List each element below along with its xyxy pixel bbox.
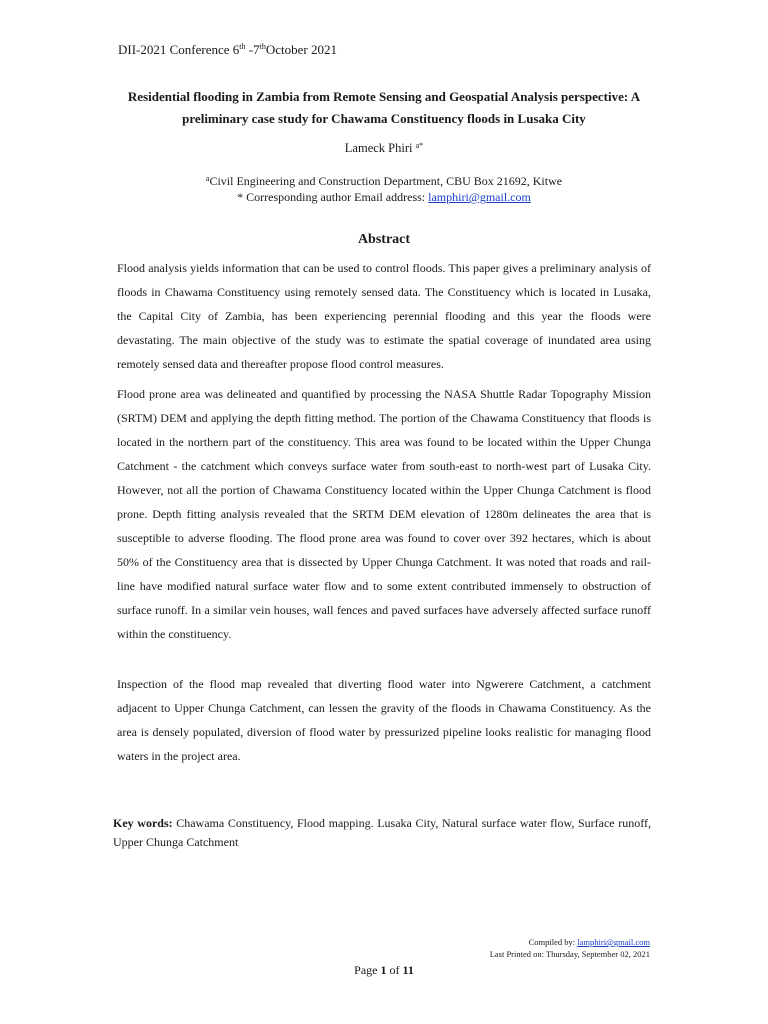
ordinal-sup-2: th xyxy=(259,42,266,51)
affiliation-text: Civil Engineering and Construction Department, CBU Box 21692, Kitwe xyxy=(209,174,563,188)
compiled-by-line xyxy=(490,936,650,948)
keywords-block xyxy=(113,814,651,852)
corresponding-line xyxy=(0,189,768,205)
page-of: of xyxy=(386,963,403,977)
affiliation-line xyxy=(0,171,768,189)
ordinal-sup-1: th xyxy=(239,42,246,51)
last-printed-line xyxy=(490,948,650,960)
abstract-paragraph-2: Flood prone area was delineated and quantified by processing the NASA Shuttle Radar Topography Mission (SRTM) DEM and applying the depth fitting method. The portion of the Chawama Constituency that floods is located in the northern part of the constituency. This area was found to be located within the Upper Chunga Catchment - the catchment which conveys surface water from south-east to north-west part of Lusaka City. However, not all the portion of Chawama Constituency located within the Upper Chunga Catchment is flood prone. Depth fitting analysis revealed that the SRTM DEM elevation of 1280m delineates the area that is susceptible to adverse flooding. The flood prone area was found to cover over 392 hectares, which is about 50% of the Constituency area that is dissected by Upper Chunga Catchment. It was noted that roads and rail-line have modified natural surface water flow and to some extent contributed immensely to obstruction of surface runoff. In a similar vein houses, wall fences and paved surfaces have adversely affected surface runoff within the constituency. xyxy=(117,387,651,641)
page-number xyxy=(0,963,768,978)
author-name: Lameck Phiri xyxy=(344,141,413,155)
abstract-paragraph-3: Inspection of the flood map revealed that diverting flood water into Ngwerere Catchment, a catchment adjacent to Upper Chunga Catchment, can lessen the gravity of the floods in Chawama Constituency. As the area is densely populated, diversion of flood water by pressurized pipeline looks realistic for managing flood waters in the project area. xyxy=(117,677,651,763)
keywords-text: Chawama Constituency, Flood mapping. Lusaka City, Natural surface water flow, Surface runoff, Upper Chunga Catchment xyxy=(113,816,651,849)
conference-header xyxy=(118,42,337,58)
page-current: 1 xyxy=(380,963,387,977)
affiliation-mark: a xyxy=(205,174,210,183)
affiliation-block xyxy=(0,171,768,205)
keywords-label: Key words: xyxy=(113,816,173,830)
compiled-label: Compiled by: xyxy=(528,937,578,947)
printed-label: Last Printed on: xyxy=(489,949,546,959)
printed-date: Thursday, September 02, 2021 xyxy=(545,949,650,959)
compiled-email-link[interactable]: lamphiri@gmail.com xyxy=(577,937,650,947)
abstract-paragraph-1: Flood analysis yields information that can be used to control floods. This paper gives a preliminary analysis of floods in Chawama Constituency using remotely sensed data. The Constituency which is located in Lusaka, the Capital City of Zambia, has been experiencing perennial flooding and this year the floods were devastating. The main objective of the study was to estimate the spatial coverage of inundated area using remotely sensed data and thereafter propose flood control measures. xyxy=(117,261,651,371)
conference-suffix: October 2021 xyxy=(265,42,337,57)
conference-dash: -7 xyxy=(245,42,260,57)
author-email-link[interactable]: lamphiri@gmail.com xyxy=(428,190,531,204)
paper-title: Residential flooding in Zambia from Remote Sensing and Geospatial Analysis perspective: A preliminary case study for Chawama Constituency floods in Lusaka City xyxy=(127,89,641,126)
page-total: 11 xyxy=(402,963,414,977)
page-label: Page xyxy=(354,963,381,977)
author-marks: a* xyxy=(415,141,424,150)
footer-meta xyxy=(490,936,650,960)
author-line xyxy=(0,141,768,156)
corresponding-label: * Corresponding author Email address: xyxy=(237,190,429,204)
conference-prefix: DII-2021 Conference 6 xyxy=(118,42,240,57)
abstract-heading: Abstract xyxy=(357,232,411,247)
